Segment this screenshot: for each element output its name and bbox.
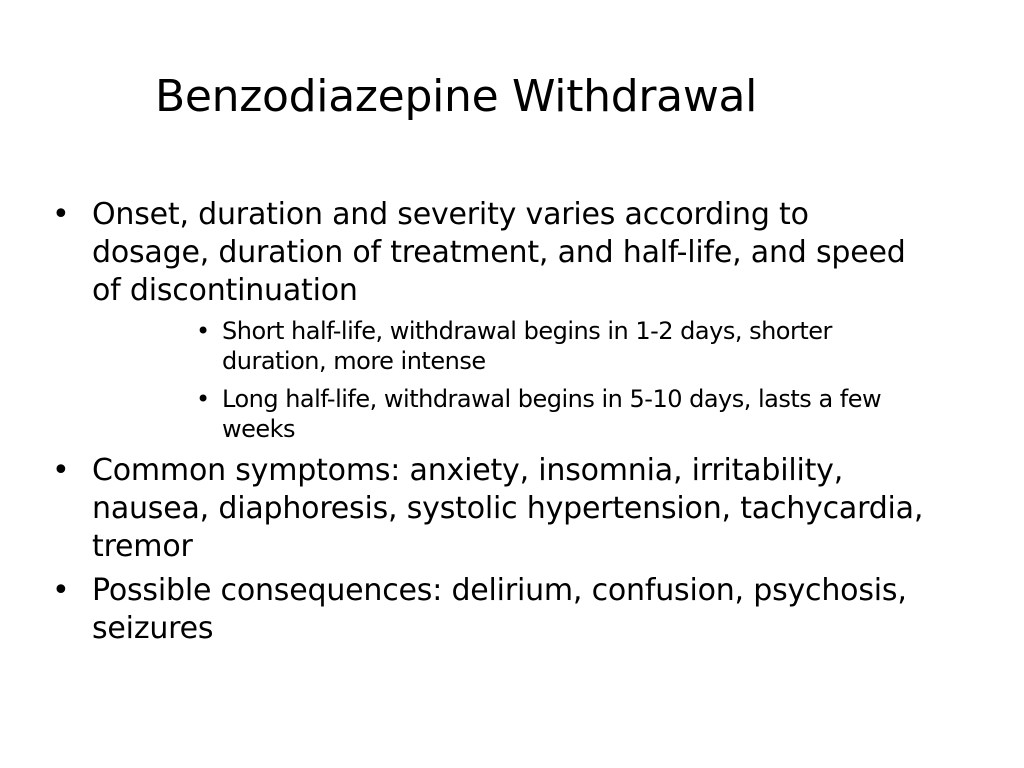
- bullet-item-possible-consequences: [52, 572, 932, 648]
- bullet-dot-icon: •: [52, 573, 70, 608]
- bullet-dot-icon: •: [52, 453, 70, 488]
- slide-title: Benzodiazepine Withdrawal: [155, 71, 758, 122]
- bullet-list: [52, 196, 972, 648]
- slide-content: [52, 196, 972, 654]
- sub-bullet-text: Short half-life, withdrawal begins in 1-2 days, shorter duration, more intense: [222, 317, 832, 375]
- bullet-item-common-symptoms: [52, 452, 932, 566]
- bullet-text: Common symptoms: anxiety, insomnia, irritability, nausea, diaphoresis, systolic hypertension, tachycardia, tremor: [92, 453, 924, 564]
- bullet-text: Possible consequences: delirium, confusion, psychosis, seizures: [92, 573, 907, 646]
- sub-bullet-item-long-half-life: [182, 384, 922, 444]
- sub-bullet-dot-icon: •: [196, 317, 210, 345]
- sub-bullet-item-short-half-life: [182, 316, 922, 376]
- bullet-dot-icon: •: [52, 197, 70, 232]
- sub-bullet-list: [92, 316, 932, 444]
- sub-bullet-dot-icon: •: [196, 385, 210, 413]
- bullet-item-onset: [52, 196, 932, 444]
- bullet-text: Onset, duration and severity varies according to dosage, duration of treatment, and half-life, and speed of discontinuation: [92, 197, 906, 308]
- sub-bullet-text: Long half-life, withdrawal begins in 5-10 days, lasts a few weeks: [222, 385, 882, 443]
